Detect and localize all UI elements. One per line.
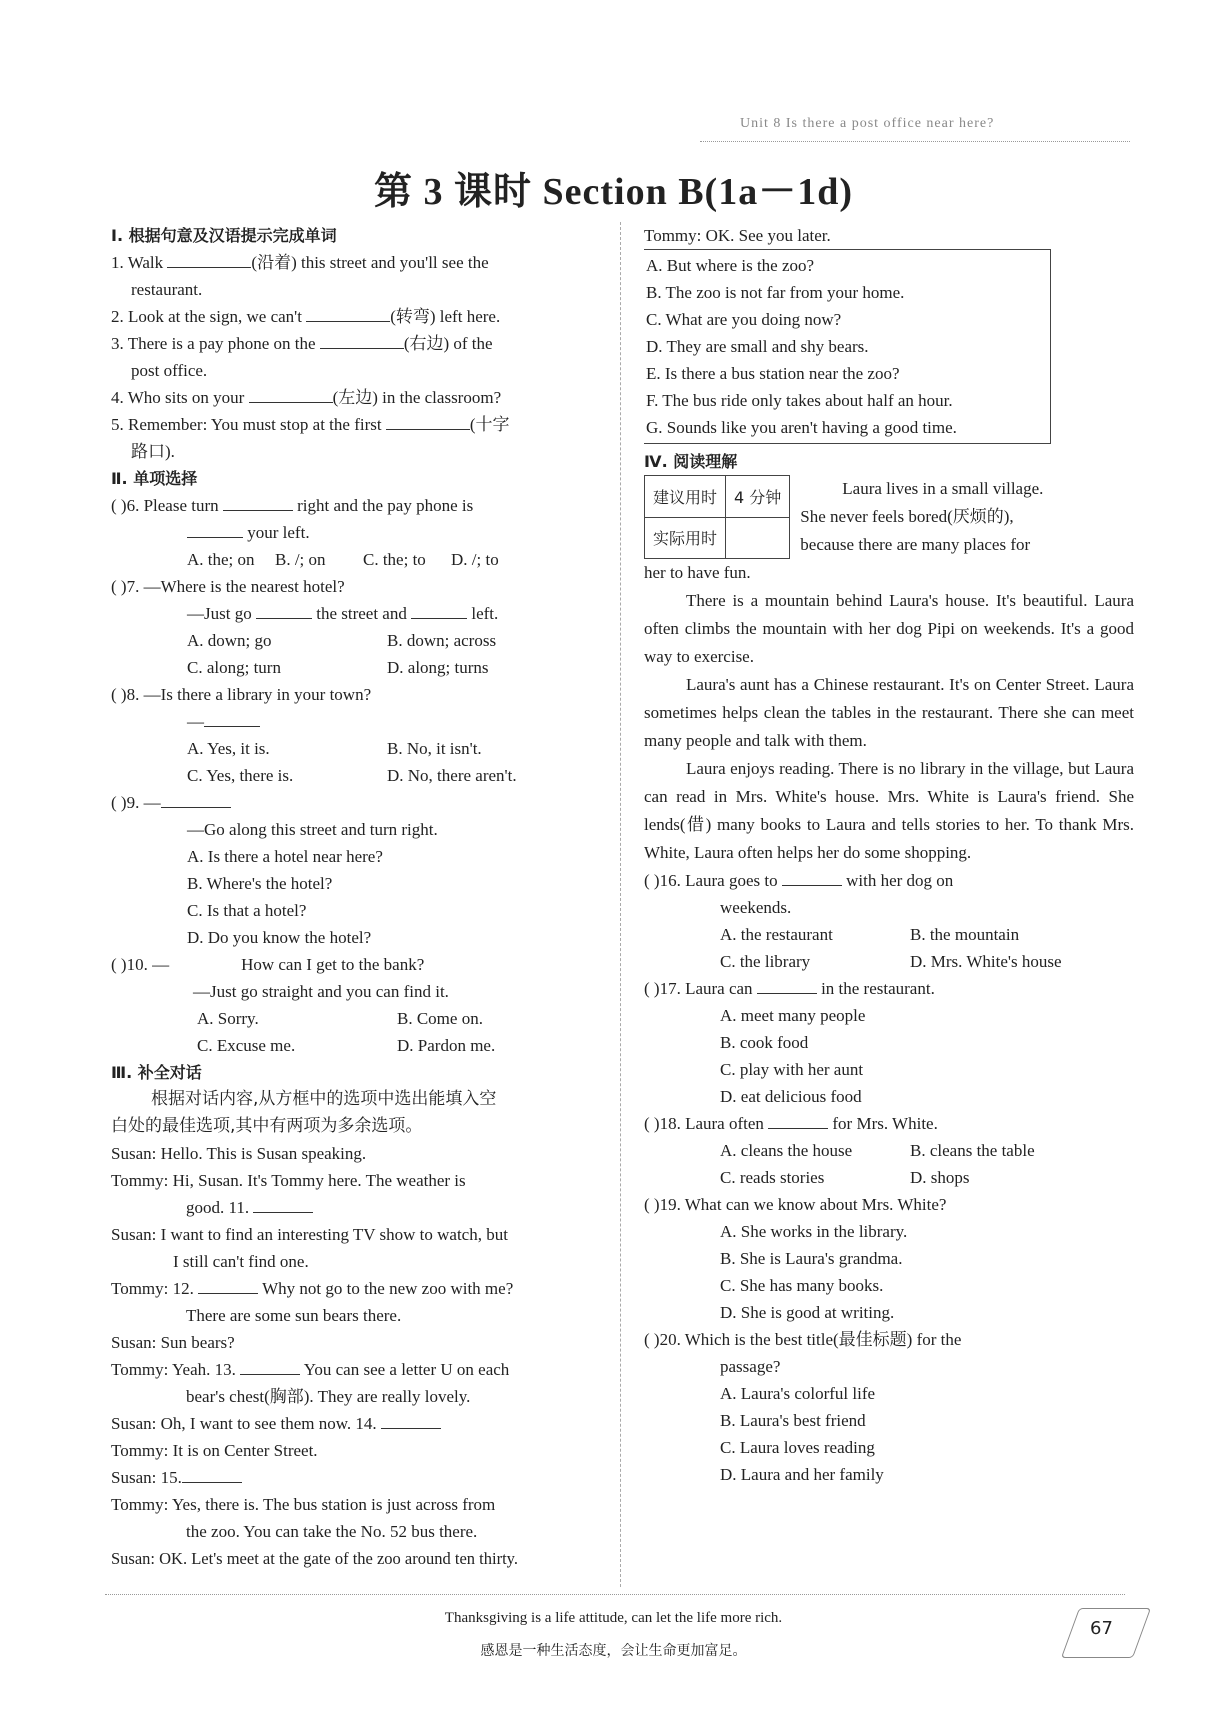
question-16-options: C. the library D. Mrs. White's house	[720, 952, 1062, 971]
answer-blank[interactable]	[411, 600, 467, 619]
option: C. play with her aunt	[720, 1060, 864, 1079]
column-divider	[620, 222, 621, 1587]
question-2: 2. Look at the sign, we can't (转弯) left here.	[111, 303, 601, 330]
dialogue-line: good. 11.	[111, 1194, 601, 1221]
question-18: ( )18. Laura often for Mrs. White.	[644, 1110, 1134, 1137]
option: D. They are small and shy bears.	[646, 337, 869, 356]
dialogue-line: Susan: Oh, I want to see them now. 14.	[111, 1410, 601, 1437]
answer-blank[interactable]	[253, 1194, 313, 1213]
question-3: 3. There is a pay phone on the (右边) of the	[111, 330, 601, 357]
answer-blank[interactable]	[306, 303, 390, 322]
dialogue-line: Susan: Hello. This is Susan speaking.	[111, 1144, 367, 1163]
actual-time-value[interactable]	[726, 517, 790, 559]
dialogue-line: Tommy: Hi, Susan. It's Tommy here. The weather is	[111, 1171, 466, 1190]
answer-blank[interactable]	[249, 384, 333, 403]
left-column	[111, 222, 601, 1572]
part3-instructions: 白处的最佳选项,其中有两项为多余选项。	[111, 1116, 423, 1136]
dialogue-line: Susan: Sun bears?	[111, 1333, 235, 1352]
part3-heading: Ⅲ. 补全对话	[111, 1063, 202, 1082]
question-20: ( )20. Which is the best title(最佳标题) for the	[644, 1330, 962, 1349]
option: D. Do you know the hotel?	[187, 928, 372, 947]
option: E. Is there a bus station near the zoo?	[646, 364, 900, 383]
part4-heading: Ⅳ. 阅读理解	[644, 452, 738, 471]
dialogue-line: Susan: OK. Let's meet at the gate of the zoo around ten thirty.	[111, 1549, 518, 1568]
question-10-options: A. Sorry. B. Come on.	[197, 1009, 483, 1028]
question-10: ( )10. — How can I get to the bank?	[111, 955, 425, 974]
question-19: ( )19. What can we know about Mrs. White?	[644, 1195, 947, 1214]
dialogue-line: bear's chest(胸部). They are really lovely.	[186, 1387, 471, 1406]
paragraph-1: She never feels bored(厌烦的),	[800, 507, 1014, 526]
option: C. Laura loves reading	[720, 1438, 875, 1457]
dialogue-line: Tommy: OK. See you later.	[644, 226, 831, 245]
answer-blank[interactable]	[782, 867, 842, 886]
suggested-time-label: 建议用时	[645, 476, 726, 518]
paragraph-4: Laura enjoys reading. There is no library in the village, but Laura can read in Mrs. White's house. Mrs. White is Laura's friend. She lends(借) many books to Laura and tells stories to her. To thank Mrs. White, Laura often helps her do some shopping.	[644, 759, 1134, 862]
question-6-options: A. the; on B. /; on C. the; to D. /; to	[187, 550, 499, 569]
answer-blank[interactable]	[161, 789, 231, 808]
question-18-options: A. cleans the house B. cleans the table	[720, 1141, 1035, 1160]
question-8: ( )8. —Is there a library in your town?	[111, 685, 372, 704]
option: B. She is Laura's grandma.	[720, 1249, 903, 1268]
option: C. She has many books.	[720, 1276, 884, 1295]
paragraph-2: There is a mountain behind Laura's house. It's beautiful. Laura often climbs the mountain with her dog Pipi on weekends. It's a good way to exercise.	[644, 591, 1134, 666]
question-17: ( )17. Laura can in the restaurant.	[644, 975, 1134, 1002]
answer-blank[interactable]	[240, 1356, 300, 1375]
suggested-time-value: 4 分钟	[726, 476, 790, 518]
option: G. Sounds like you aren't having a good time.	[646, 418, 957, 437]
option: A. Is there a hotel near here?	[187, 847, 383, 866]
answer-blank[interactable]	[167, 249, 251, 268]
footer-motto-en: Thanksgiving is a life attitude, can let the life more rich.	[444, 1610, 783, 1626]
part2-heading: Ⅱ. 单项选择	[111, 469, 198, 488]
dialogue-line: the zoo. You can take the No. 52 bus there.	[186, 1522, 478, 1541]
question-7: ( )7. —Where is the nearest hotel?	[111, 577, 345, 596]
question-20-cont: passage?	[720, 1357, 781, 1376]
page-title: 第 3 课时 Section B(1a－1d)	[373, 171, 853, 213]
question-18-options: C. reads stories D. shops	[720, 1168, 970, 1187]
question-10-options: C. Excuse me. D. Pardon me.	[197, 1036, 496, 1055]
page-number: 67	[1090, 1618, 1113, 1639]
option: A. Laura's colorful life	[720, 1384, 876, 1403]
option: D. eat delicious food	[720, 1087, 862, 1106]
option: B. cook food	[720, 1033, 809, 1052]
option: B. Laura's best friend	[720, 1411, 866, 1430]
question-7-options: C. along; turn D. along; turns	[187, 658, 489, 677]
paragraph-3: Laura's aunt has a Chinese restaurant. It's on Center Street. Laura sometimes helps clean the tables in the restaurant. There she can meet many people and talk with them.	[644, 675, 1134, 750]
dialogue-line: I still can't find one.	[173, 1252, 309, 1271]
footer-rule	[105, 1594, 1125, 1595]
answer-blank[interactable]	[386, 411, 470, 430]
question-16-cont: weekends.	[720, 898, 792, 917]
answer-blank[interactable]	[757, 975, 817, 994]
question-1: 1. Walk (沿着) this street and you'll see the	[111, 249, 601, 276]
question-8-options: C. Yes, there is. D. No, there aren't.	[187, 766, 517, 785]
answer-blank[interactable]	[198, 1275, 258, 1294]
answer-blank[interactable]	[768, 1110, 828, 1129]
answer-blank[interactable]	[256, 600, 312, 619]
question-4: 4. Who sits on your (左边) in the classroom?	[111, 384, 601, 411]
question-16-options: A. the restaurant B. the mountain	[720, 925, 1020, 944]
option: C. What are you doing now?	[646, 310, 842, 329]
header-rule	[700, 141, 1130, 142]
answer-blank[interactable]	[182, 1464, 242, 1483]
question-7-cont: —Just go the street and left.	[111, 600, 601, 627]
dialogue-line: Tommy: It is on Center Street.	[111, 1441, 318, 1460]
footer-motto-cn: 感恩是一种生活态度，会让生命更加富足。	[480, 1643, 747, 1659]
answer-blank[interactable]	[223, 492, 293, 511]
answer-blank[interactable]	[187, 519, 243, 538]
time-table	[644, 475, 790, 559]
dialogue-line: Tommy: Yeah. 13. You can see a letter U on each	[111, 1356, 601, 1383]
option: F. The bus ride only takes about half an hour.	[646, 391, 953, 410]
dialogue-line: There are some sun bears there.	[186, 1306, 402, 1325]
question-10-cont: —Just go straight and you can find it.	[193, 982, 449, 1001]
option: B. The zoo is not far from your home.	[646, 283, 905, 302]
option: D. She is good at writing.	[720, 1303, 895, 1322]
paragraph-1: Laura lives in a small village.	[842, 479, 1044, 498]
paragraph-1: because there are many places for	[800, 535, 1031, 554]
part3-instructions: 根据对话内容,从方框中的选项中选出能填入空	[151, 1089, 497, 1109]
question-7-options: A. down; go B. down; across	[187, 631, 497, 650]
question-5-cont: 路口).	[131, 442, 175, 461]
option: C. Is that a hotel?	[187, 901, 307, 920]
option: B. Where's the hotel?	[187, 874, 333, 893]
paragraph-1: her to have fun.	[644, 563, 751, 582]
question-8-cont: —	[111, 708, 601, 735]
question-6: ( )6. Please turn right and the pay phone is	[111, 492, 601, 519]
question-1-cont: restaurant.	[131, 280, 203, 299]
dialogue-line: Susan: I want to find an interesting TV show to watch, but	[111, 1225, 508, 1244]
question-5: 5. Remember: You must stop at the first (十字	[111, 411, 601, 438]
dialogue-line: Tommy: Yes, there is. The bus station is just across from	[111, 1495, 496, 1514]
reading-intro	[644, 475, 1134, 559]
option: A. meet many people	[720, 1006, 866, 1025]
answer-blank[interactable]	[381, 1410, 441, 1429]
right-column	[644, 222, 1134, 1488]
option: D. Laura and her family	[720, 1465, 884, 1484]
question-16: ( )16. Laura goes to with her dog on	[644, 867, 1134, 894]
answer-blank[interactable]	[320, 330, 404, 349]
dialogue-line: Susan: 15.	[111, 1464, 601, 1491]
question-3-cont: post office.	[131, 361, 208, 380]
answer-blank[interactable]	[204, 708, 260, 727]
dialogue-line: Tommy: 12. Why not go to the new zoo with me?	[111, 1275, 601, 1302]
unit-header: Unit 8 Is there a post office near here?	[740, 116, 995, 131]
actual-time-label: 实际用时	[645, 517, 726, 559]
option: A. But where is the zoo?	[646, 256, 815, 275]
option: A. She works in the library.	[720, 1222, 908, 1241]
question-8-options: A. Yes, it is. B. No, it isn't.	[187, 739, 482, 758]
options-box	[644, 249, 1051, 444]
question-6-cont: your left.	[111, 519, 601, 546]
question-9: ( )9. —	[111, 789, 601, 816]
part1-heading: Ⅰ. 根据句意及汉语提示完成单词	[111, 226, 337, 245]
question-9-cont: —Go along this street and turn right.	[187, 820, 438, 839]
